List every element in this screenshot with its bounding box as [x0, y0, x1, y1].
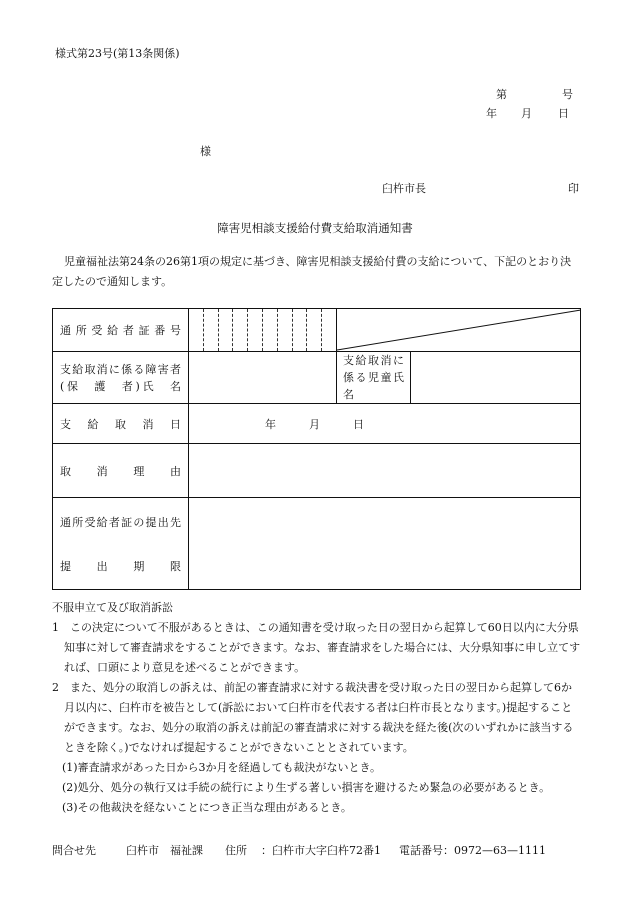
doc-number-prefix: 第: [496, 88, 507, 101]
contact-address-label: 住所: [225, 844, 247, 857]
seal-mark: 印: [568, 182, 579, 195]
crossed-out-cell: [337, 309, 581, 352]
label-cancel-date: 支 給 取 消 日: [53, 404, 189, 444]
digit-box: [322, 309, 336, 351]
label-guardian-line1: 支給取消に係る障害者: [60, 362, 181, 376]
notes-sub-3: (3)その他裁決を経ないことにつき正当な理由があるとき。: [62, 801, 352, 814]
date-year: 年: [486, 107, 497, 120]
digit-box: [307, 309, 322, 351]
value-reason: [189, 444, 581, 498]
label-child-line1: 支給取消に: [343, 354, 404, 367]
digit-box: [204, 309, 219, 351]
diagonal-line: [337, 309, 581, 351]
digit-box: [189, 309, 204, 351]
digit-box: [263, 309, 278, 351]
contact-tel: 0972—63—1111: [454, 844, 546, 857]
row-cert-number: [53, 309, 581, 352]
document-title: 障害児相談支援給付費支給取消通知書: [217, 221, 413, 235]
form-number: 様式第23号(第13条関係): [55, 47, 180, 60]
value-guardian-name: [189, 352, 337, 404]
label-reason: 取 消 理 由: [53, 444, 189, 498]
intro-paragraph: 児童福祉法第24条の26第1項の規定に基づき、障害児相談支援給付費の支給について、下記のとおり決定したので通知します。: [52, 255, 572, 288]
addressee-suffix: 様: [200, 145, 211, 158]
digit-box: [219, 309, 234, 351]
date-month: 月: [521, 107, 532, 120]
contact-tel-label: 電話番号：: [399, 844, 454, 857]
label-child: [337, 352, 411, 404]
value-cancel-date: 年 月 日: [189, 404, 581, 444]
doc-number-suffix: 号: [562, 88, 573, 101]
digit-box: [233, 309, 248, 351]
date-day: 日: [558, 107, 569, 120]
notes-sub-2: (2)処分、処分の執行又は手続の続行により生ずる著しい損害を避けるため緊急の必要があるとき。: [62, 781, 551, 794]
notice-table: [52, 308, 581, 590]
contact-org: 臼杵市 福祉課: [126, 844, 203, 857]
digit-box: [293, 309, 308, 351]
label-child-line2: 係る児童氏名: [343, 371, 404, 401]
label-submit: [53, 498, 189, 590]
notes-sub-1: (1)審査請求があった日から3か月を経過しても裁決がないとき。: [62, 761, 382, 774]
label-guardian-line2: (保 護 者)氏 名: [60, 379, 181, 393]
row-submit: [53, 498, 581, 590]
label-guardian: [53, 352, 189, 404]
digit-box: [278, 309, 293, 351]
issuer: 臼杵市長: [382, 182, 426, 195]
row-cancel-date: [53, 404, 581, 444]
notes-item-1: 1 この決定について不服があるときは、この通知書を受け取った日の翌日から起算して60日以内に大分県知事に対して審査請求をすることができます。なお、審査請求をした場合には、大分県知事に申し立てすれば、口頭により意見を述べることができます。: [52, 621, 581, 674]
value-child-name: [411, 352, 581, 404]
label-deadline: 提 出 期 限: [60, 559, 181, 573]
label-cert-number: 通所受給者証番号: [53, 309, 189, 352]
cert-number-digits: [189, 309, 337, 352]
contact-line: [52, 842, 546, 858]
row-guardian: [53, 352, 581, 404]
appeal-notes: [52, 598, 582, 818]
digit-box: [248, 309, 263, 351]
notes-heading: 不服申立て及び取消訴訟: [52, 601, 173, 614]
contact-address: ：臼杵市大字臼杵72番1: [261, 844, 381, 857]
row-reason: [53, 444, 581, 498]
contact-label: 問合せ先: [52, 844, 96, 857]
label-submit-to: 通所受給者証の提出先: [60, 515, 181, 529]
value-submit: [189, 498, 581, 590]
notes-item-2: 2 また、処分の取消しの訴えは、前記の審査請求に対する裁決書を受け取った日の翌日から起算して6か月以内に、臼杵市を被告として(訴訟において臼杵市を代表する者は臼杵市長となります。)提起することができます。なお、処分の取消の訴えは前記の審査請求に対する裁決を経た後(次のいずれかに該当するときを除く。)でなければ提起することができないこととされています。: [52, 681, 574, 754]
